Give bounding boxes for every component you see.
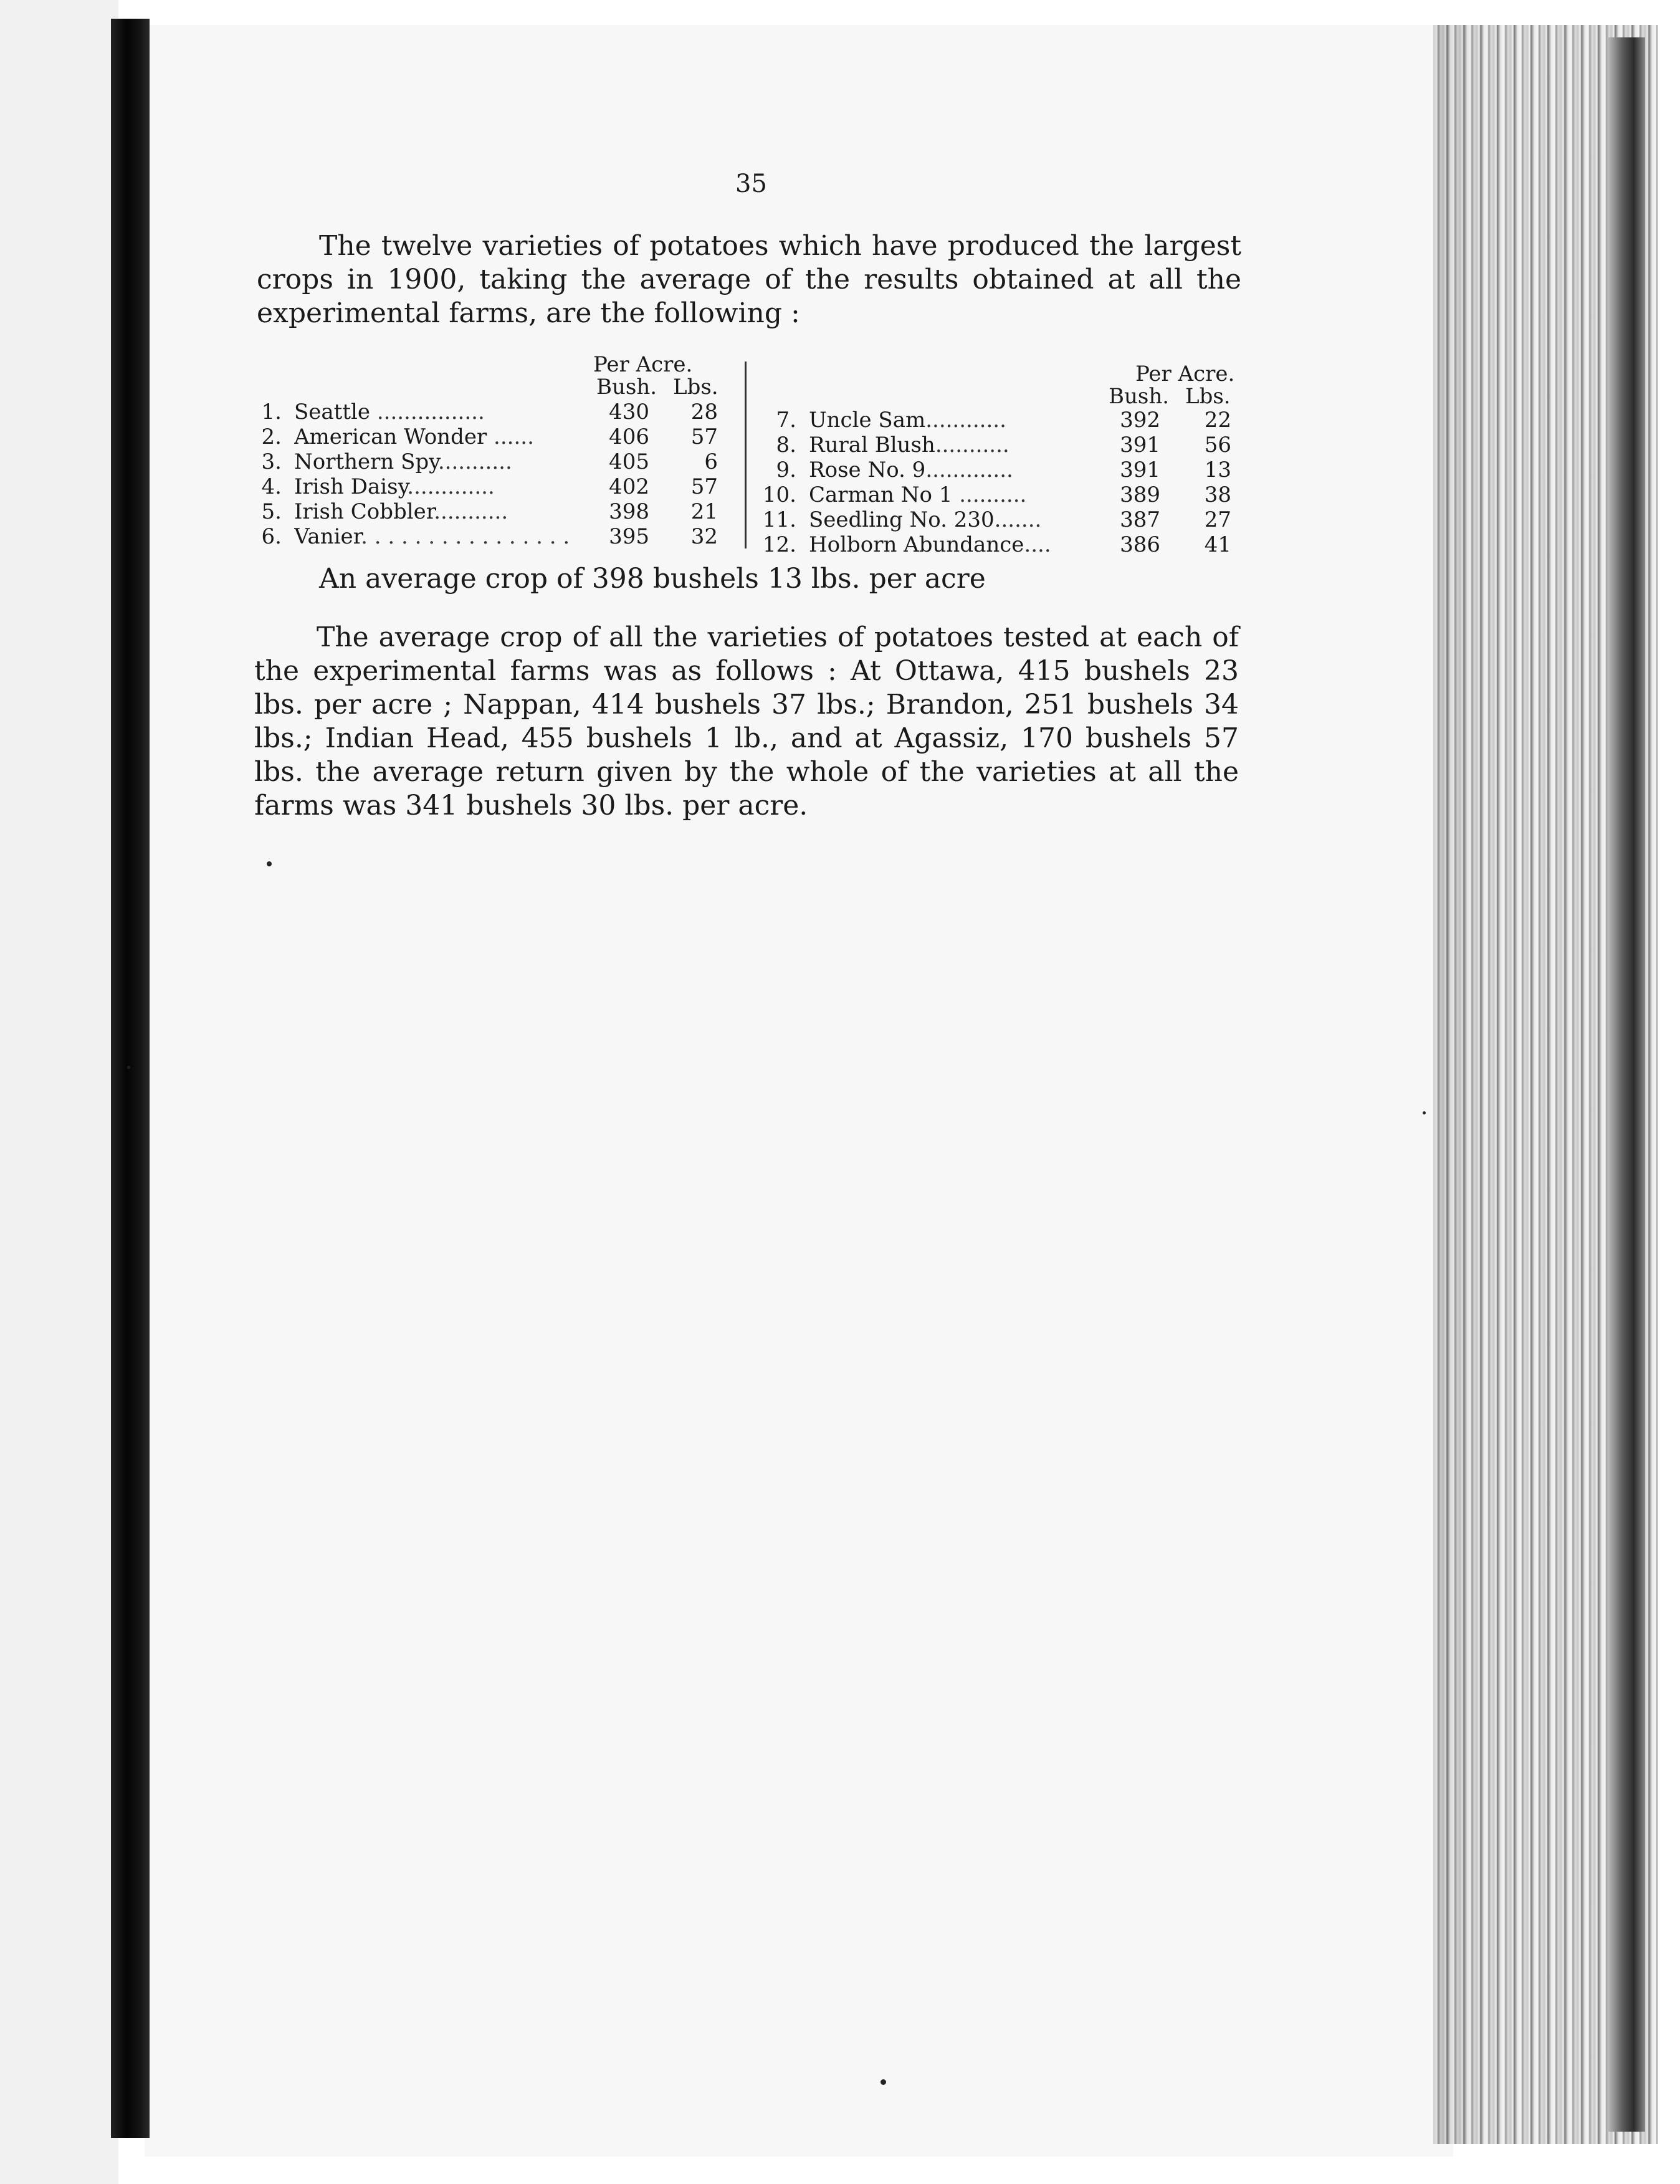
row-number: 7. — [776, 408, 796, 433]
bushels-value: 398 — [609, 499, 649, 524]
facing-page-edge — [0, 0, 118, 2184]
pounds-value: 22 — [1204, 408, 1231, 433]
variety-name: Vanier. . . . . . . . . . . . . . . . — [294, 524, 570, 549]
scan-speck — [267, 861, 272, 866]
second-paragraph: The average crop of all the varieties of potatoes tested at each of the experimental farms was as follows : At Ottawa, 415 bushels 23 lbs. per acre ; Nappan, 414 bushels 37 lbs.; Brandon, 251 bushels 34 lbs.; Indian Head, 455 bushels 1 lb., and at Agassiz, 170 bushels 57 lbs. the average return given by the whole of the varieties at all the farms was 341 bushels 30 lbs. per acre. — [254, 621, 1239, 821]
row-number: 9. — [776, 457, 796, 482]
bushels-value: 389 — [1120, 482, 1160, 507]
variety-name: Holborn Abundance.... — [809, 532, 1051, 557]
book-spine — [111, 19, 150, 2138]
variety-name: Irish Daisy............. — [294, 474, 495, 499]
page-sheet — [145, 25, 1453, 2157]
header-per-acre: Per Acre. — [593, 352, 693, 377]
variety-name: Carman No 1 .......... — [809, 482, 1027, 507]
variety-name: Rose No. 9............. — [809, 457, 1013, 482]
pounds-value: 32 — [690, 524, 718, 549]
column-divider — [745, 362, 747, 548]
variety-name: Seedling No. 230....... — [809, 507, 1042, 532]
bushels-value: 402 — [609, 474, 649, 499]
pounds-value: 13 — [1204, 457, 1231, 482]
row-number: 8. — [776, 433, 796, 457]
pounds-value: 56 — [1204, 433, 1231, 457]
header-per-acre: Per Acre. — [1135, 362, 1235, 386]
pounds-value: 28 — [690, 400, 718, 424]
pounds-value: 38 — [1204, 482, 1231, 507]
variety-name: American Wonder ...... — [294, 424, 534, 449]
page-number: 35 — [735, 170, 767, 198]
intro-paragraph: The twelve varieties of potatoes which have produced the largest crops in 1900, taking the average of the results obtained at all the experimental farms, are the following : — [257, 230, 1241, 329]
pounds-value: 6 — [704, 449, 718, 474]
variety-name: Rural Blush........... — [809, 433, 1009, 457]
pounds-value: 41 — [1204, 532, 1231, 557]
book-cover-edge — [1608, 37, 1645, 2132]
pounds-value: 27 — [1204, 507, 1231, 532]
row-number: 12. — [762, 532, 796, 557]
header-lbs: Lbs. — [673, 375, 718, 400]
row-number: 2. — [261, 424, 282, 449]
variety-name: Irish Cobbler........... — [294, 499, 508, 524]
variety-name: Seattle ................ — [294, 400, 485, 424]
page-edges-shadow — [1433, 25, 1483, 2144]
bushels-value: 430 — [609, 400, 649, 424]
row-number: 5. — [261, 499, 282, 524]
bushels-value: 406 — [609, 424, 649, 449]
bushels-value: 391 — [1120, 457, 1160, 482]
variety-name: Uncle Sam............ — [809, 408, 1006, 433]
header-bush: Bush. — [1109, 384, 1170, 409]
bushels-value: 386 — [1120, 532, 1160, 557]
row-number: 10. — [762, 482, 796, 507]
pounds-value: 57 — [690, 424, 718, 449]
row-number: 6. — [261, 524, 282, 549]
scan-speck — [1423, 1111, 1426, 1114]
table-right-column — [761, 362, 1254, 567]
bushels-value: 391 — [1120, 433, 1160, 457]
row-number: 3. — [261, 449, 282, 474]
header-lbs: Lbs. — [1185, 384, 1231, 409]
bushels-value: 392 — [1120, 408, 1160, 433]
scan-speck — [881, 2079, 886, 2085]
row-number: 11. — [762, 507, 796, 532]
bushels-value: 395 — [609, 524, 649, 549]
pounds-value: 57 — [690, 474, 718, 499]
header-bush: Bush. — [596, 375, 657, 400]
bushels-value: 387 — [1120, 507, 1160, 532]
variety-name: Northern Spy........... — [294, 449, 512, 474]
table-left-column — [257, 352, 730, 564]
average-crop-line: An average crop of 398 bushels 13 lbs. per acre — [319, 563, 986, 595]
row-number: 4. — [261, 474, 282, 499]
pounds-value: 21 — [690, 499, 718, 524]
bushels-value: 405 — [609, 449, 649, 474]
row-number: 1. — [261, 400, 282, 424]
scan-speck — [127, 1066, 130, 1069]
